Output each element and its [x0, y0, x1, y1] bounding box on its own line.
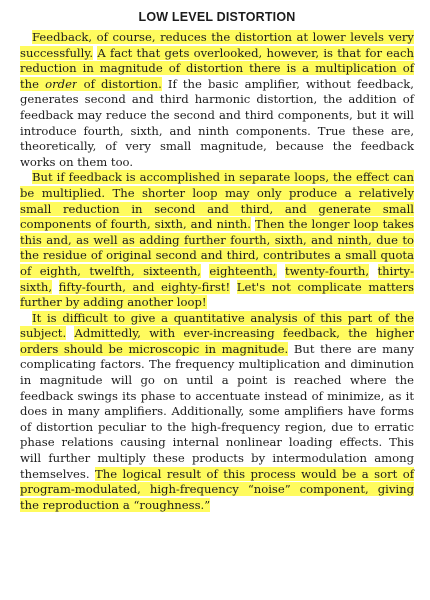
highlighted-text: fifty-fourth, and eighty-first! [58, 279, 231, 294]
highlighted-text: But if feedback is accomplished in separate loops, the effect can be multiplied. The shorter loop may only produce a relatively small reduction in second and third, and generate small components of fourth, sixth, and ninth. [20, 170, 414, 232]
highlighted-text: A fact that gets overlooked, however, is that for each reduction in magnitude of distortion there is a multiplication of the [20, 45, 415, 91]
highlighted-text: Admittedly, with ever-increasing feedback, the higher orders should be microscopic in magnitude. [20, 326, 415, 356]
highlighted-text: Let's not complicate matters further by adding another loop! [20, 279, 415, 310]
text-run [230, 280, 237, 294]
paragraph-feedback-order [20, 30, 414, 170]
paragraph-separate-loops [20, 170, 414, 310]
section-heading: LOW LEVEL DISTORTION [138, 10, 296, 24]
text-run: But there are many complicating factors. The frequency multiplication and diminution in magnitude will go on until a point is reached where the feedback swings its phase to accentuate instead of minimize, as it does in many amplifiers. Additionally, some amplifiers have forms of distortion peculiar to the high-frequency region, due to erratic phase relations causing internal nonlinear loading effects. This will further multiply these products by intermodulation among themselves. [20, 341, 414, 481]
highlighted-text: of distortion. [77, 76, 162, 91]
text-run [52, 280, 59, 294]
highlighted-text: twenty-fourth, [284, 263, 370, 278]
highlighted-text: It is difficult to give a quantitative analysis of this part of the subject. [20, 310, 414, 341]
highlighted-text: The logical result of this process would be a sort of program-modulated, high-frequency “noise” component, giving the reproduction a “roughness.” [20, 466, 414, 512]
highlighted-text: thirty-sixth, [20, 263, 415, 294]
text-run: If the basic amplifier, without feedback, generates second and third harmonic distortion, the addition of feedback may reduce the second and third components, but it will introduce fourth, sixth, and ninth components. True these are, theoretically, of very small magnitude, because the feedback works on them too. [20, 76, 414, 169]
paragraph-quantitative-analysis [20, 311, 414, 514]
highlighted-text: order [45, 76, 78, 91]
highlighted-text: eighteenth, [209, 263, 277, 278]
highlighted-text: Feedback, of course, reduces the distortion at lower levels very successfully. [20, 30, 414, 60]
highlighted-text: Then the longer loop takes this and, as well as adding further fourth, sixth, and ninth, due to the residue of original second and third, contributes a small quota of eighth, twelfth, sixteenth, [20, 217, 415, 278]
text-run [277, 264, 285, 278]
text-run [369, 264, 377, 278]
